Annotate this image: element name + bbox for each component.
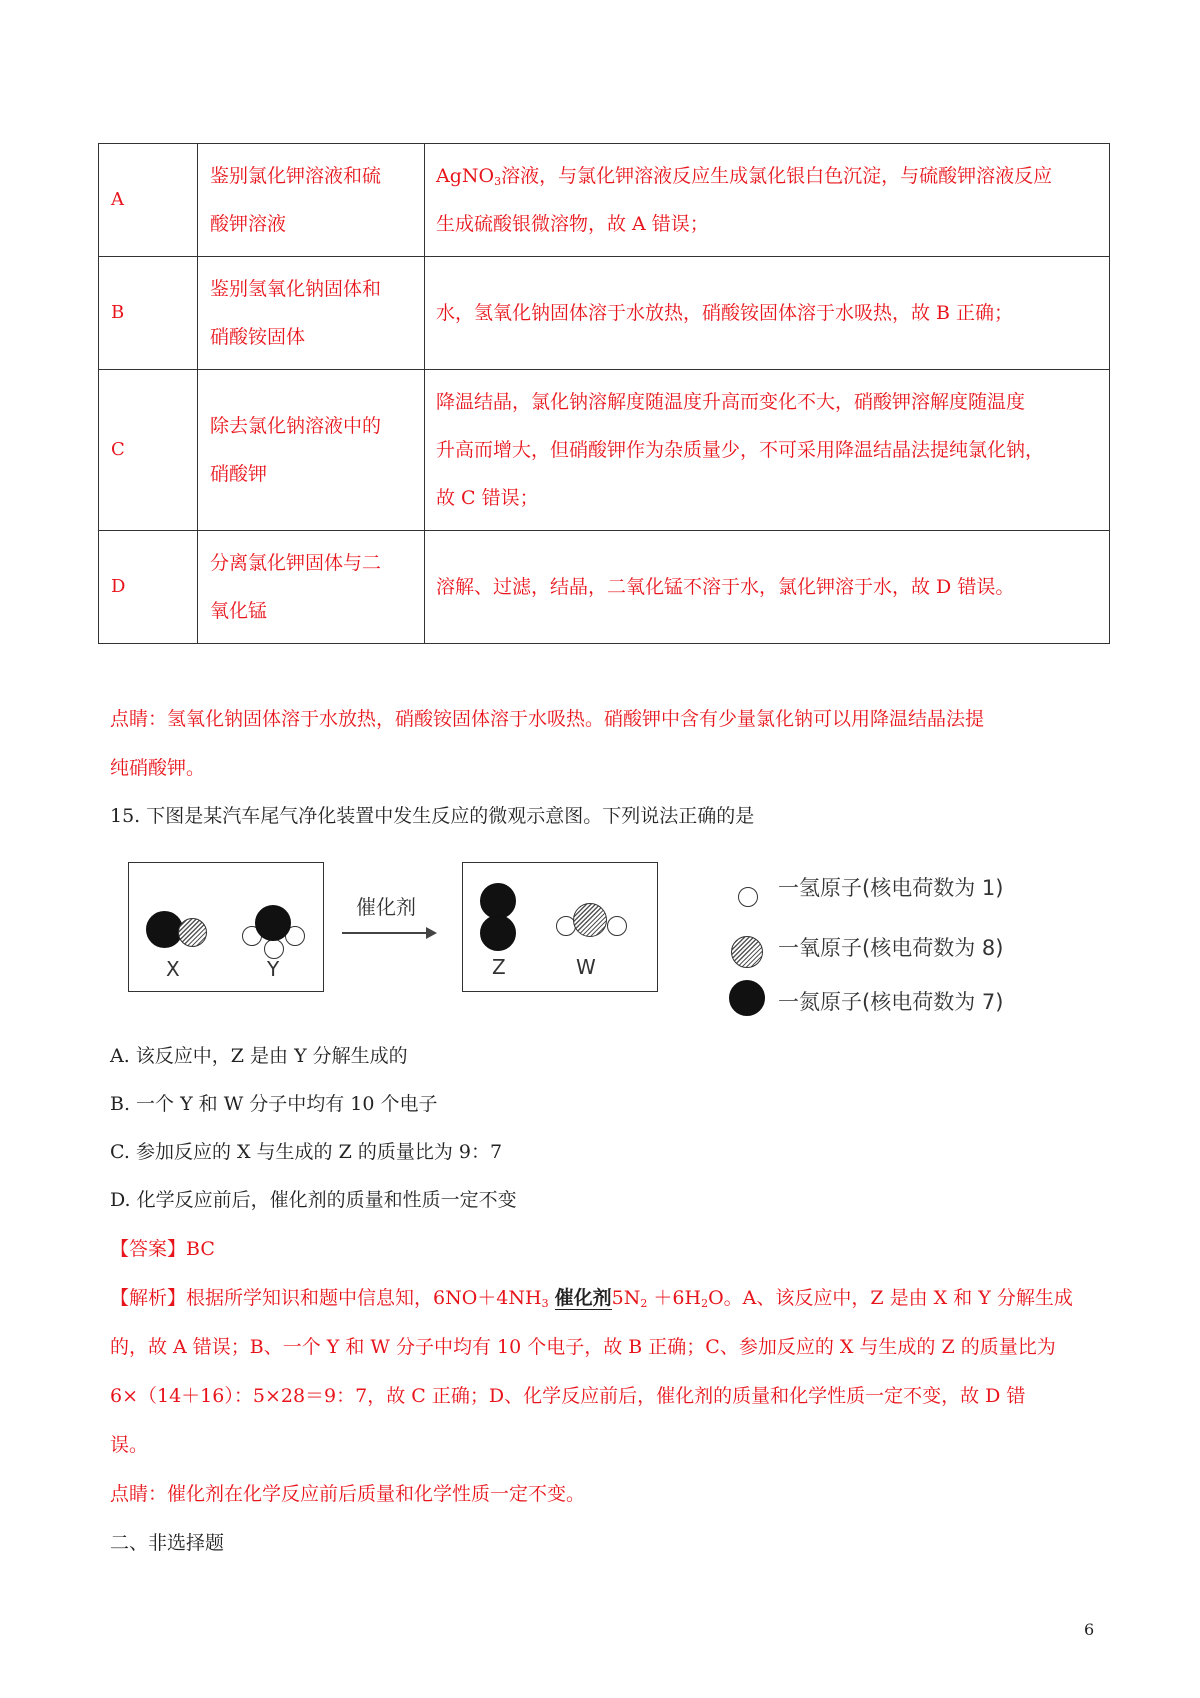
- arrow-head-icon: [426, 927, 437, 939]
- nitrogen-atom: [255, 905, 291, 941]
- nitrogen-atom: [480, 883, 516, 919]
- catalyst-condition: 催化剂: [554, 1287, 612, 1309]
- reactant-box: [128, 862, 324, 992]
- label-w: W: [576, 955, 596, 979]
- purpose-cell: 分离氯化钾固体与二 氧化锰: [198, 531, 425, 644]
- nitrogen-atom: [480, 915, 516, 951]
- reaction-diagram: [128, 862, 1058, 1014]
- method-cell: 溶解、过滤，结晶，二氧化锰不溶于水，氯化钾溶于水，故 D 错误。: [425, 531, 1110, 644]
- table-row: [99, 257, 1110, 370]
- question-stem: 15. 下图是某汽车尾气净化装置中发生反应的微观示意图。下列说法正确的是: [110, 805, 755, 827]
- legend-nitrogen: 一氮原子(核电荷数为 7): [778, 990, 1004, 1014]
- analysis-block: 【解析】根据所学知识和题中信息知，$6NO+4NH_3$ 催化剂$5N_2 +6H_2O$。A、该反应中，Z 是由 X 和 Y 分解生成 的，故 A 错误；B、一个 Y 和 W 分子中均有 10 个电子，故 B 正确；C、参加反应的 X 与生成的 Z 的质量比为 6×（14＋16）：5×28＝9：7，故 C 正确；D、化学反应前后，催化剂的质量和化学性质一定不变，故 D 错 误。: [110, 1287, 1073, 1456]
- reaction-arrow: [342, 932, 428, 934]
- option-cell: A: [99, 144, 198, 257]
- note-tip-2: 点睛：催化剂在化学反应前后质量和化学性质一定不变。: [110, 1483, 586, 1505]
- nitrogen-legend-icon: [729, 980, 765, 1016]
- label-z: Z: [492, 955, 506, 979]
- section-heading: 二、非选择题: [110, 1532, 225, 1554]
- label-y: Y: [267, 957, 280, 981]
- purpose-cell: 鉴别氯化钾溶液和硫 酸钾溶液: [198, 144, 425, 257]
- oxygen-atom: [178, 918, 207, 947]
- note-tip-1: 点睛：氢氧化钠固体溶于水放热，硝酸铵固体溶于水吸热。硝酸钾中含有少量氯化钠可以用降温结晶法提 纯硝酸钾。: [110, 708, 985, 779]
- legend-hydrogen: 一氢原子(核电荷数为 1): [778, 876, 1004, 900]
- answer-value: BC: [186, 1238, 215, 1260]
- label-x: X: [166, 957, 180, 981]
- method-cell: 降温结晶，氯化钠溶解度随温度升高而变化不大，硝酸钾溶解度随温度 升高而增大，但硝酸钾作为杂质量少，不可采用降温结晶法提纯氯化钠， 故 C 错误；: [425, 370, 1110, 531]
- table-row: [99, 370, 1110, 531]
- option-d: D. 化学反应前后，催化剂的质量和性质一定不变: [110, 1189, 517, 1211]
- answer-label: 【答案】: [110, 1238, 187, 1260]
- answer-line: [110, 1225, 215, 1274]
- analysis-table: [98, 143, 1110, 644]
- option-cell: D: [99, 531, 198, 644]
- page-number: 6: [1084, 1620, 1095, 1639]
- hydrogen-legend-icon: [738, 887, 758, 907]
- purpose-cell: 除去氯化钠溶液中的 硝酸钾: [198, 370, 425, 531]
- hydrogen-atom: [607, 916, 627, 936]
- method-cell: AgNO$_3$溶液，与氯化钾溶液反应生成氯化银白色沉淀，与硫酸钾溶液反应 生成硫酸银微溶物，故 A 错误；: [425, 144, 1110, 257]
- method-cell: 水，氢氧化钠固体溶于水放热，硝酸铵固体溶于水吸热，故 B 正确；: [425, 257, 1110, 370]
- option-cell: B: [99, 257, 198, 370]
- option-b: B. 一个 Y 和 W 分子中均有 10 个电子: [110, 1093, 438, 1115]
- purpose-cell: 鉴别氢氧化钠固体和 硝酸铵固体: [198, 257, 425, 370]
- table-row: [99, 144, 1110, 257]
- hydrogen-atom: [264, 939, 284, 959]
- product-box: [462, 862, 658, 992]
- option-cell: C: [99, 370, 198, 531]
- oxygen-atom: [573, 903, 607, 937]
- oxygen-legend-icon: [731, 936, 763, 968]
- option-a: A. 该反应中，Z 是由 Y 分解生成的: [110, 1045, 408, 1067]
- catalyst-label: 催化剂: [356, 895, 416, 919]
- table-row: [99, 531, 1110, 644]
- legend-oxygen: 一氧原子(核电荷数为 8): [778, 936, 1004, 960]
- analysis-label: 【解析】: [110, 1287, 187, 1309]
- option-c: C. 参加反应的 X 与生成的 Z 的质量比为 9：7: [110, 1141, 503, 1163]
